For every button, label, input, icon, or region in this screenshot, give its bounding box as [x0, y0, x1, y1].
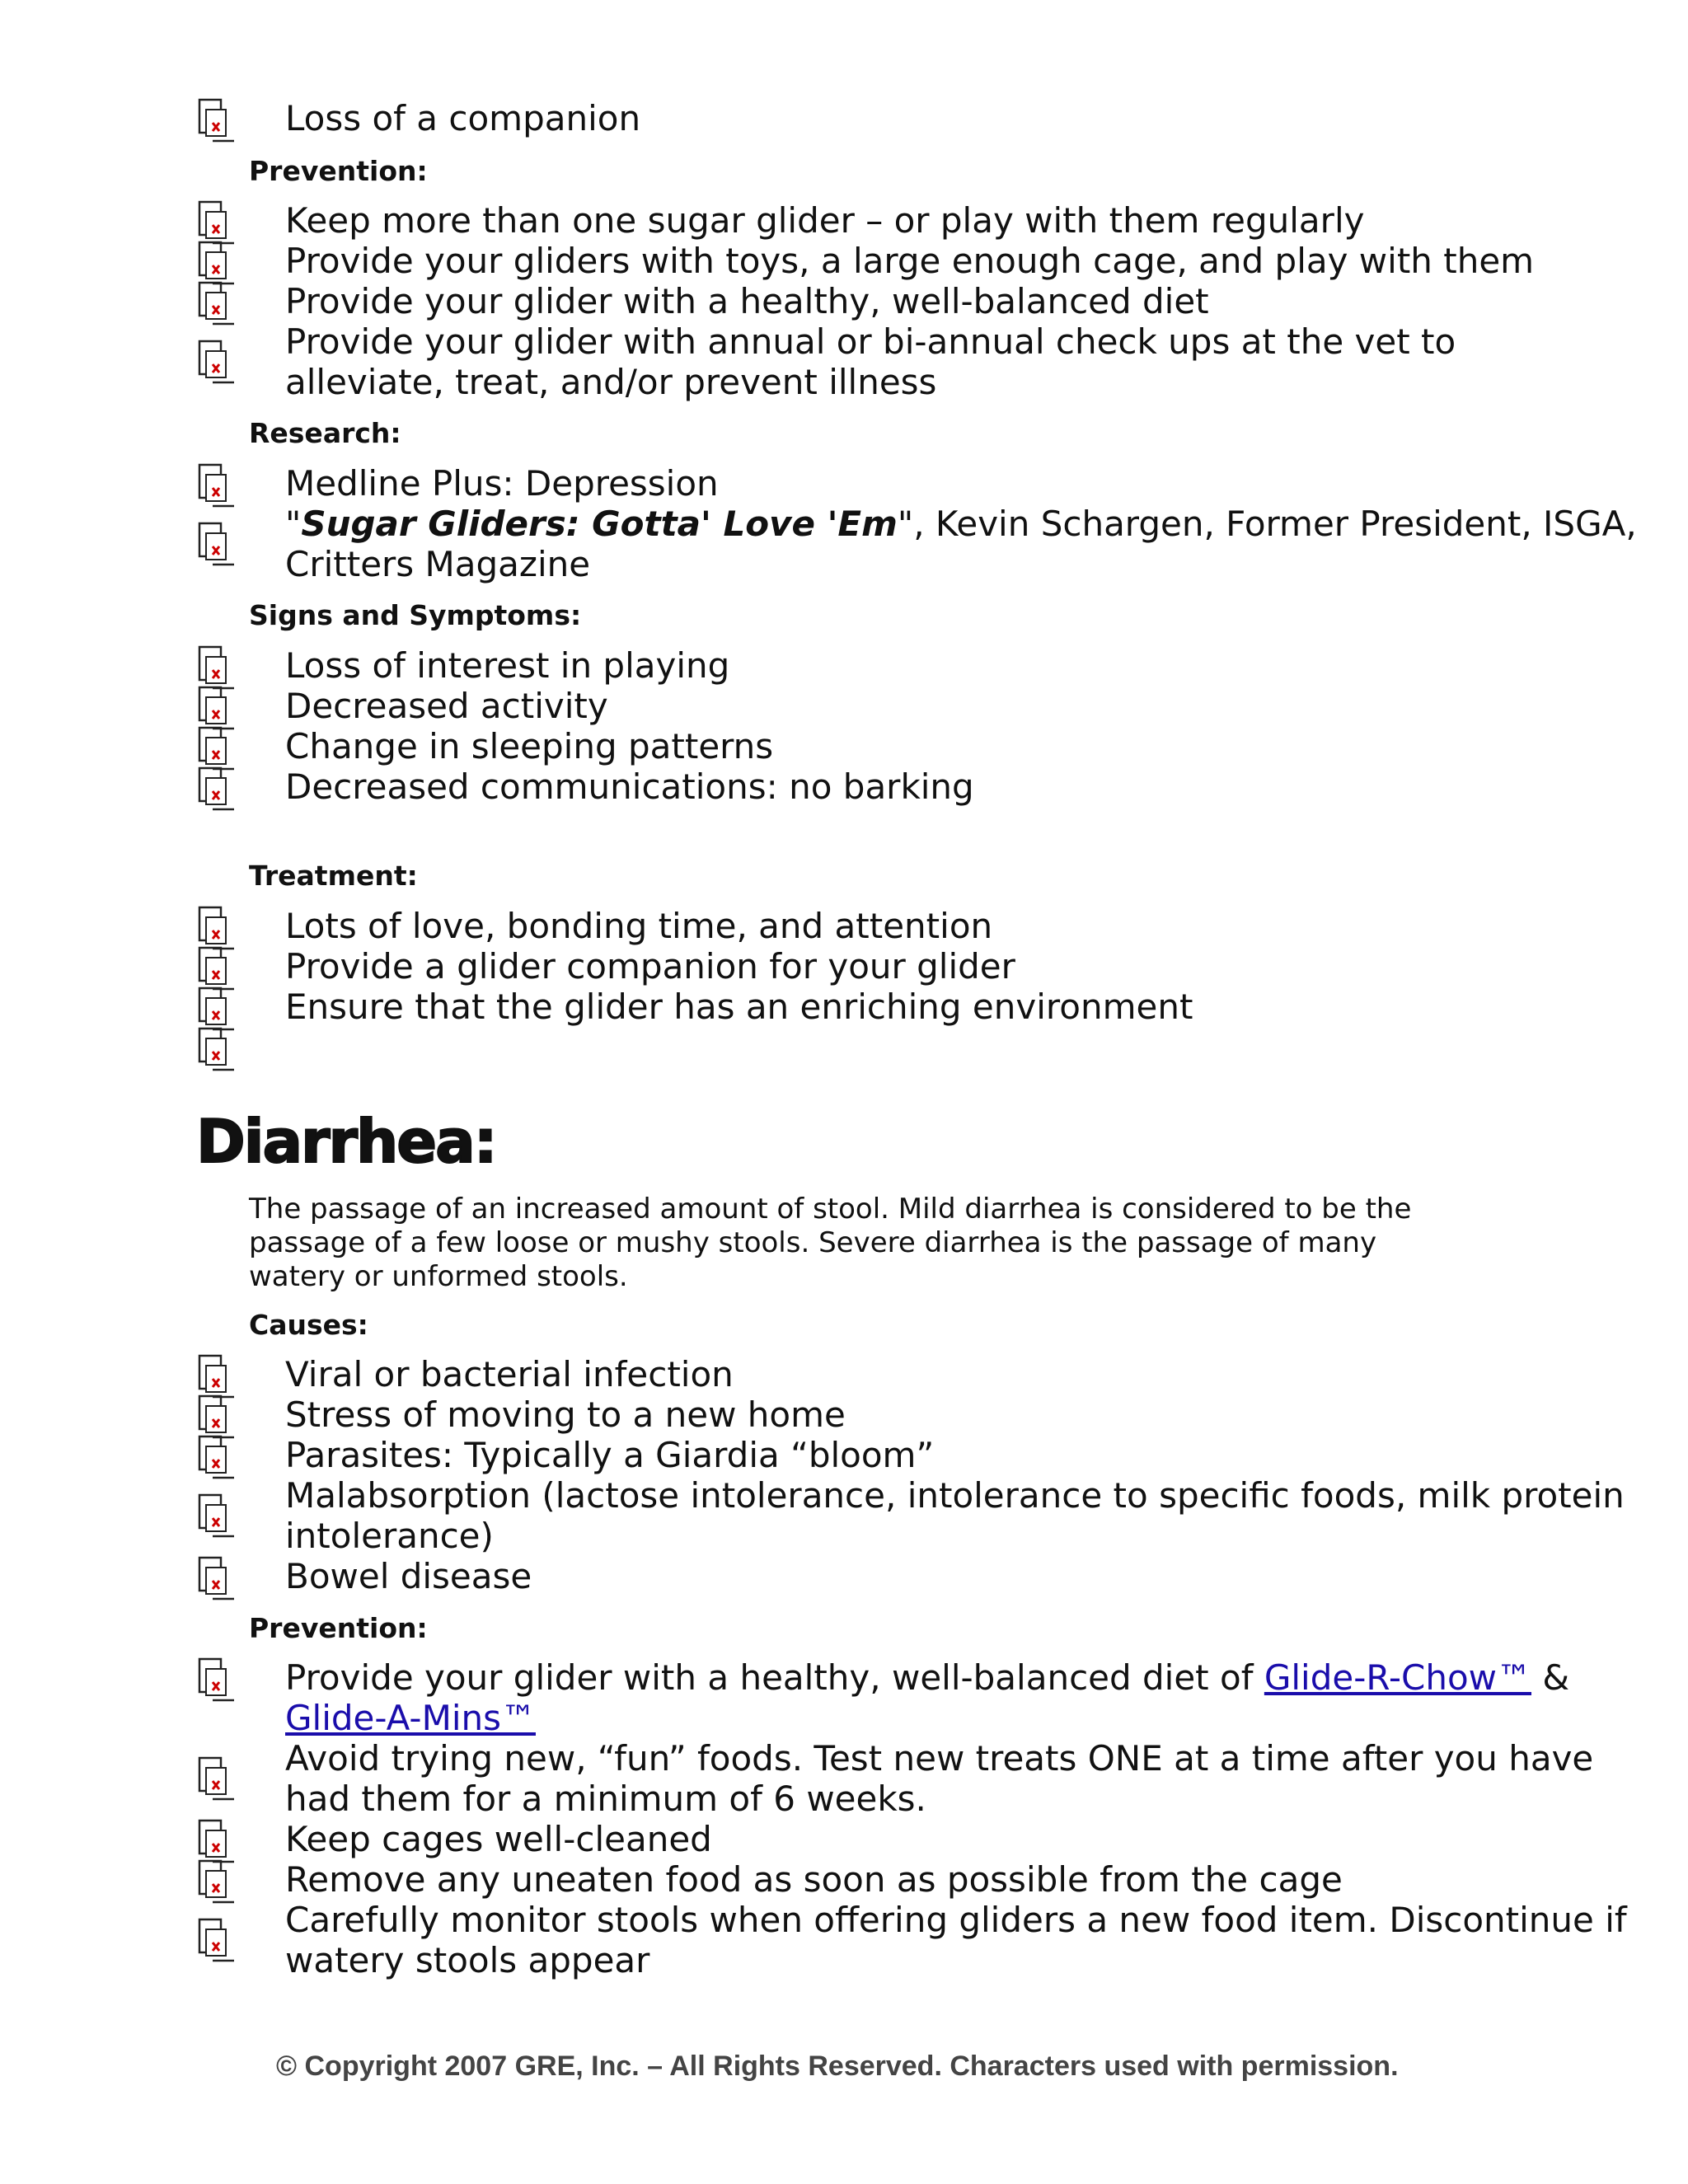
checkbox-icon: [198, 1435, 237, 1481]
article-title: Sugar Gliders: Gotta' Love 'Em: [301, 504, 898, 544]
checkbox-icon: [198, 1556, 237, 1602]
checkbox-icon: [198, 98, 237, 144]
checkbox-icon: [198, 463, 237, 509]
checkbox-icon: [198, 1756, 237, 1802]
checkbox-icon: [198, 1493, 237, 1540]
checkbox-icon: [198, 1394, 237, 1441]
checkbox-icon: [198, 1027, 237, 1073]
glide-r-chow-link[interactable]: Glide-R-Chow™: [1264, 1657, 1532, 1698]
checkbox-icon: [198, 522, 237, 568]
prevention-label: Prevention:: [249, 155, 428, 187]
prevention-label: Prevention:: [249, 1612, 428, 1644]
document-page: Loss of a companion Prevention: Keep more than one sugar glider – or play with them regularly Provide your gliders with toys, a large enough cage, and play with them Provide your glider with a healthy, well-balanced diet Provide your glider with annual or bi-annual check ups at the vet to alleviate, treat, and/or prevent illness Research: Medline Plus: Depression "Sugar Gliders: Gotta' Love 'Em", Kevin Schargen, Former President, ISGA, Critters Magazine Signs and Symptoms: Loss of interest in playing Decreased activity Change in sleeping patterns Decreased communications: no barking Treatment: Lots of love, bonding time, and attention Provide a glider companion for your glider Ensure that the glider has an enriching environment Diarrhea: The passage of an increased amount of stool. Mild diarrhea is considered to be the passage of a few loose or mushy stools. Severe diarrhea is the passage of many watery or unformed stools. Causes: Viral or bacterial infection Stress of moving to a new home Parasites: Typically a Giardia “bloom” Malabsorption (lactose intolerance, intolerance to specific foods, milk protein intolerance) Bowel disease Prevention: Provide your glider with a healthy, well-balanced diet of Glide-R-Chow™ & Glide-A-Mins™ Avoid trying new, “fun” foods. Test new treats ONE at a time after you have had them for a minimum of 6 weeks. Keep cages well-cleaned Remove any uneaten food as soon as possible from the cage Carefully monitor stools when offering gliders a new food item. Discontinue if watery stools appear © Copyright 2007 GRE, Inc. – All Rights Reserved. Characters used with permission.: [196, 98, 1637, 2082]
checkbox-icon: [198, 1354, 237, 1400]
checkbox-icon: [198, 1657, 237, 1704]
checkbox-icon: [198, 340, 237, 386]
checkbox-icon: [198, 241, 237, 287]
checkbox-icon: [198, 987, 237, 1033]
checkbox-icon: [198, 766, 237, 813]
checkbox-icon: [198, 906, 237, 952]
section-title: Diarrhea:: [196, 1107, 496, 1176]
checkbox-icon: [198, 686, 237, 732]
checkbox-icon: [198, 726, 237, 772]
treatment-label: Treatment:: [249, 860, 418, 892]
section-description: The passage of an increased amount of stool. Mild diarrhea is considered to be the passage of a few loose or mushy stools. Severe diarrhea is the passage of many watery or unformed stools.: [249, 1193, 1412, 1293]
glide-a-mins-link[interactable]: Glide-A-Mins™: [285, 1698, 536, 1738]
signs-label: Signs and Symptoms:: [249, 599, 582, 631]
checkbox-icon: [198, 946, 237, 992]
checkbox-icon: [198, 1819, 237, 1865]
research-label: Research:: [249, 417, 401, 449]
checkbox-icon: [198, 281, 237, 327]
copyright-footer: © Copyright 2007 GRE, Inc. – All Rights Reserved. Characters used with permission.: [276, 2050, 1399, 2082]
checkbox-icon: [198, 1859, 237, 1905]
checkbox-icon: [198, 645, 237, 691]
checkbox-icon: [198, 200, 237, 246]
causes-label: Causes:: [249, 1309, 368, 1341]
checkbox-icon: [198, 1918, 237, 1964]
